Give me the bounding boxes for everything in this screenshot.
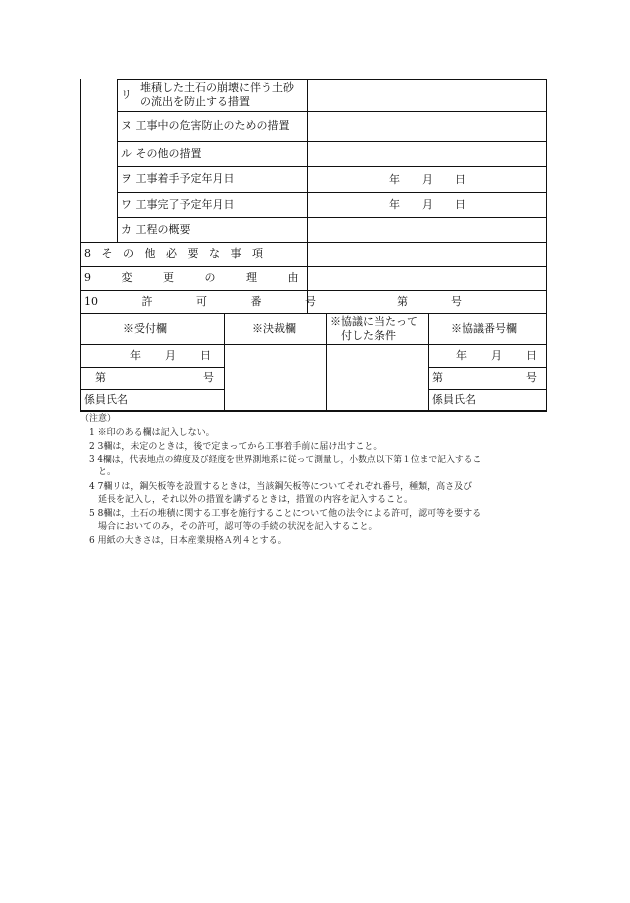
row8-label: 8 そ の 他 必 要 な 事 項: [84, 247, 263, 260]
row9-label: 9 変 更 の 理 由: [84, 271, 299, 284]
row-line: [117, 192, 547, 193]
consult-dai: 第: [432, 371, 443, 384]
row-line: [428, 367, 547, 368]
reception-day: 日: [200, 349, 211, 362]
reception-header: ※受付欄: [123, 322, 167, 335]
reception-dai: 第: [95, 371, 106, 384]
reception-go: 号: [203, 371, 214, 384]
item-ri-text-line2: の流出を防止する措置: [140, 95, 250, 108]
conditions-header-line2: 付した条件: [341, 329, 396, 342]
reception-year: 年: [130, 349, 141, 362]
table-bottom-line: [80, 410, 547, 412]
row-line: [117, 217, 547, 218]
note-5-line2: 場合においてのみ，その許可，認可等の手続の状況を記入すること。: [98, 522, 378, 532]
consult-month: 月: [491, 349, 502, 362]
consult-year: 年: [456, 349, 467, 362]
note-5-line1: 5 8欄は，土石の堆積に関する工事を施行することについて他の法令による許可，認可等を要する: [89, 509, 482, 519]
row-line: [117, 141, 547, 142]
table-left-border: [80, 79, 81, 411]
row-line: [80, 313, 547, 314]
bottom-col-border: [224, 313, 225, 411]
row-line: [80, 367, 225, 368]
start-date-month: 月: [422, 173, 433, 186]
row10-label: 10 許 可 番 号: [84, 295, 316, 308]
consult-number-header: ※協議番号欄: [451, 322, 517, 335]
item-ru-label: ル その他の措置: [121, 147, 202, 160]
permit-number-go: 号: [451, 295, 462, 308]
row-line: [80, 389, 225, 390]
item-wa-label: ワ 工事完了予定年月日: [121, 198, 235, 211]
row-line: [80, 242, 547, 243]
consult-go: 号: [526, 371, 537, 384]
item-nu-label: ヌ 工事中の危害防止のための措置: [121, 119, 290, 132]
row-line: [117, 166, 547, 167]
value-column-border: [307, 79, 308, 314]
bottom-col-border: [428, 313, 429, 411]
end-date-month: 月: [422, 198, 433, 211]
reception-month: 月: [165, 349, 176, 362]
bottom-col-border: [326, 313, 327, 411]
row-line: [117, 111, 547, 112]
note-4-line2: 延長を記入し，それ以外の措置を講ずるときは，措置の内容を記入すること。: [98, 495, 414, 505]
row-line: [117, 79, 547, 80]
note-6: 6 用紙の大きさは，日本産業規格Ａ列４とする。: [89, 536, 287, 546]
end-date-day: 日: [455, 198, 466, 211]
consult-day: 日: [526, 349, 537, 362]
note-2: 2 3欄は，未定のときは，後で定まってから工事着手前に届け出すこと。: [89, 442, 383, 452]
item-ka-label: カ 工程の概要: [121, 223, 191, 236]
item-wo-label: ヲ 工事着手予定年月日: [121, 172, 235, 185]
end-date-year: 年: [389, 198, 400, 211]
row-line: [80, 290, 547, 291]
notes-title: （注意）: [80, 414, 117, 424]
item-ri-label: リ: [121, 88, 132, 101]
reception-staff-name: 係員氏名: [84, 393, 128, 406]
row-line: [80, 344, 547, 345]
decision-header: ※決裁欄: [252, 322, 296, 335]
note-4-line1: 4 7欄リは，鋼矢板等を設置するときは，当該鋼矢板等についてそれぞれ番号，種類，高さ及び: [89, 482, 473, 492]
note-3-line1: 3 4欄は，代表地点の緯度及び経度を世界測地系に従って測量し，小数点以下第１位まで記入するこ: [89, 455, 482, 465]
note-3-line2: と。: [98, 467, 117, 477]
subitem-left-border: [117, 79, 118, 243]
item-ri-text-line1: 堆積した土石の崩壊に伴う土砂: [140, 81, 294, 94]
row-line: [428, 389, 547, 390]
permit-number-dai: 第: [397, 295, 408, 308]
consult-staff-name: 係員氏名: [432, 393, 476, 406]
conditions-header-line1: ※協議に当たって: [330, 315, 418, 328]
row-line: [80, 266, 547, 267]
start-date-year: 年: [389, 173, 400, 186]
start-date-day: 日: [455, 173, 466, 186]
note-1: 1 ※印のある欄は記入しない。: [89, 428, 215, 438]
table-right-border: [546, 79, 547, 411]
